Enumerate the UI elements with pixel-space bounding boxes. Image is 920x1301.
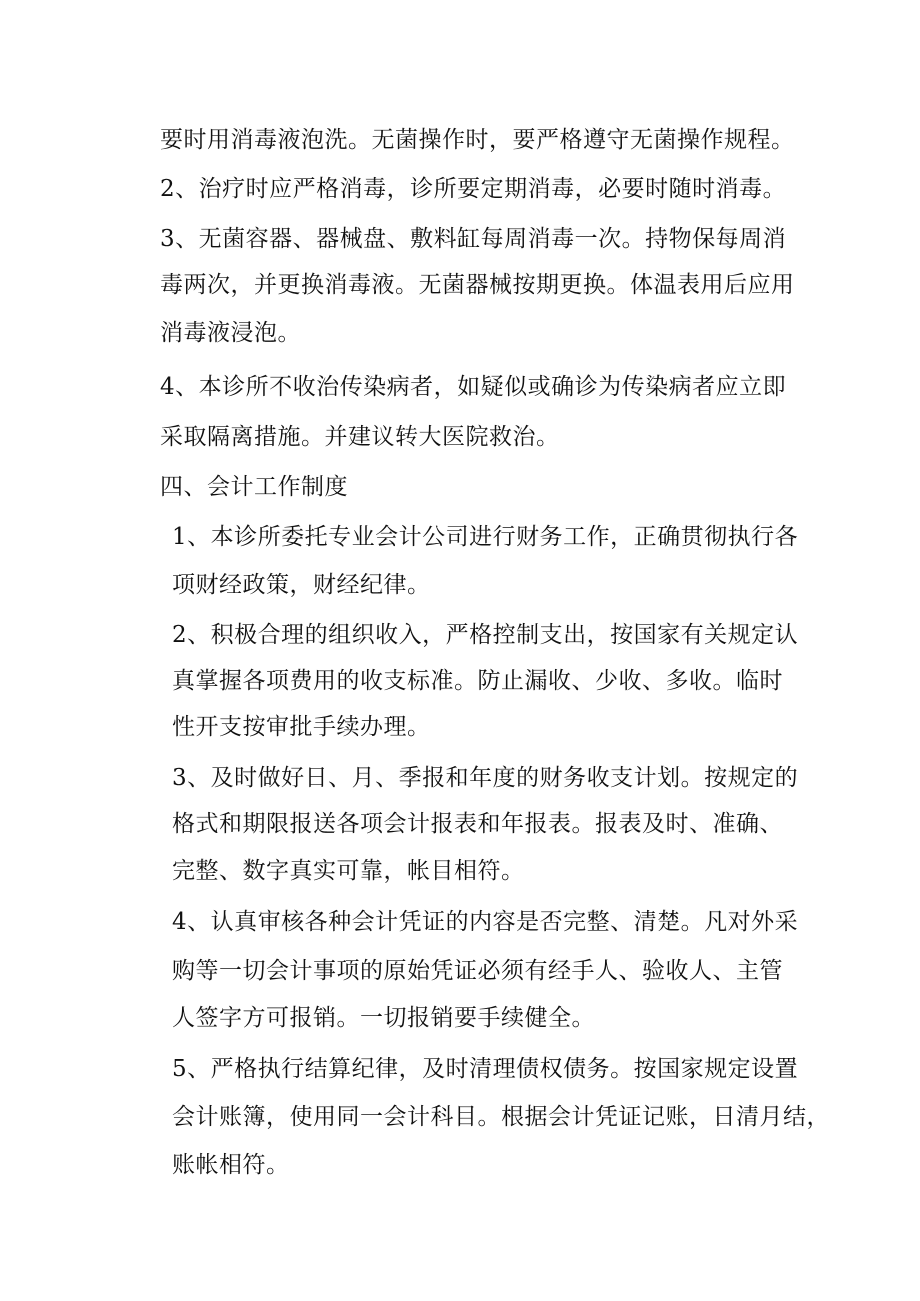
text-line: 账帐相符。 — [172, 1152, 290, 1178]
text-line: 项财经政策，财经纪律。 — [172, 572, 431, 598]
text-line: 完整、数字真实可靠，帐目相符。 — [172, 858, 525, 884]
text-line: 2、积极合理的组织收入，严格控制支出，按国家有关规定认 — [172, 622, 799, 648]
text-line: 要时用消毒液泡洗。无菌操作时，要严格遵守无菌操作规程。 — [160, 127, 795, 153]
text-line: 真掌握各项费用的收支标准。防止漏收、少收、多收。临时 — [172, 668, 783, 694]
text-line: 消毒液浸泡。 — [160, 320, 301, 346]
text-line: 性开支按审批手续办理。 — [172, 714, 431, 740]
text-line: 4、本诊所不收治传染病者，如疑似或确诊为传染病者应立即 — [160, 374, 787, 400]
text-line: 会计账簿，使用同一会计科目。根据会计凭证记账，日清月结， — [172, 1104, 830, 1130]
text-line: 采取隔离措施。并建议转大医院救治。 — [160, 424, 560, 450]
text-line: 购等一切会计事项的原始凭证必须有经手人、验收人、主管 — [172, 958, 783, 984]
section-heading: 四、会计工作制度 — [160, 474, 348, 500]
text-line: 2、治疗时应严格消毒，诊所要定期消毒，必要时随时消毒。 — [160, 176, 787, 202]
text-line: 格式和期限报送各项会计报表和年报表。报表及时、准确、 — [172, 811, 783, 837]
text-line: 5、严格执行结算纪律，及时清理债权债务。按国家规定设置 — [172, 1056, 799, 1082]
text-line: 4、认真审核各种会计凭证的内容是否完整、清楚。凡对外采 — [172, 909, 799, 935]
text-line: 毒两次，并更换消毒液。无菌器械按期更换。体温表用后应用 — [160, 272, 795, 298]
text-line: 3、及时做好日、月、季报和年度的财务收支计划。按规定的 — [172, 765, 799, 791]
text-line: 1、本诊所委托专业会计公司进行财务工作，正确贯彻执行各 — [172, 524, 799, 550]
text-line: 3、无菌容器、器械盘、敷料缸每周消毒一次。持物保每周消 — [160, 226, 787, 252]
text-line: 人签字方可报销。一切报销要手续健全。 — [172, 1005, 595, 1031]
